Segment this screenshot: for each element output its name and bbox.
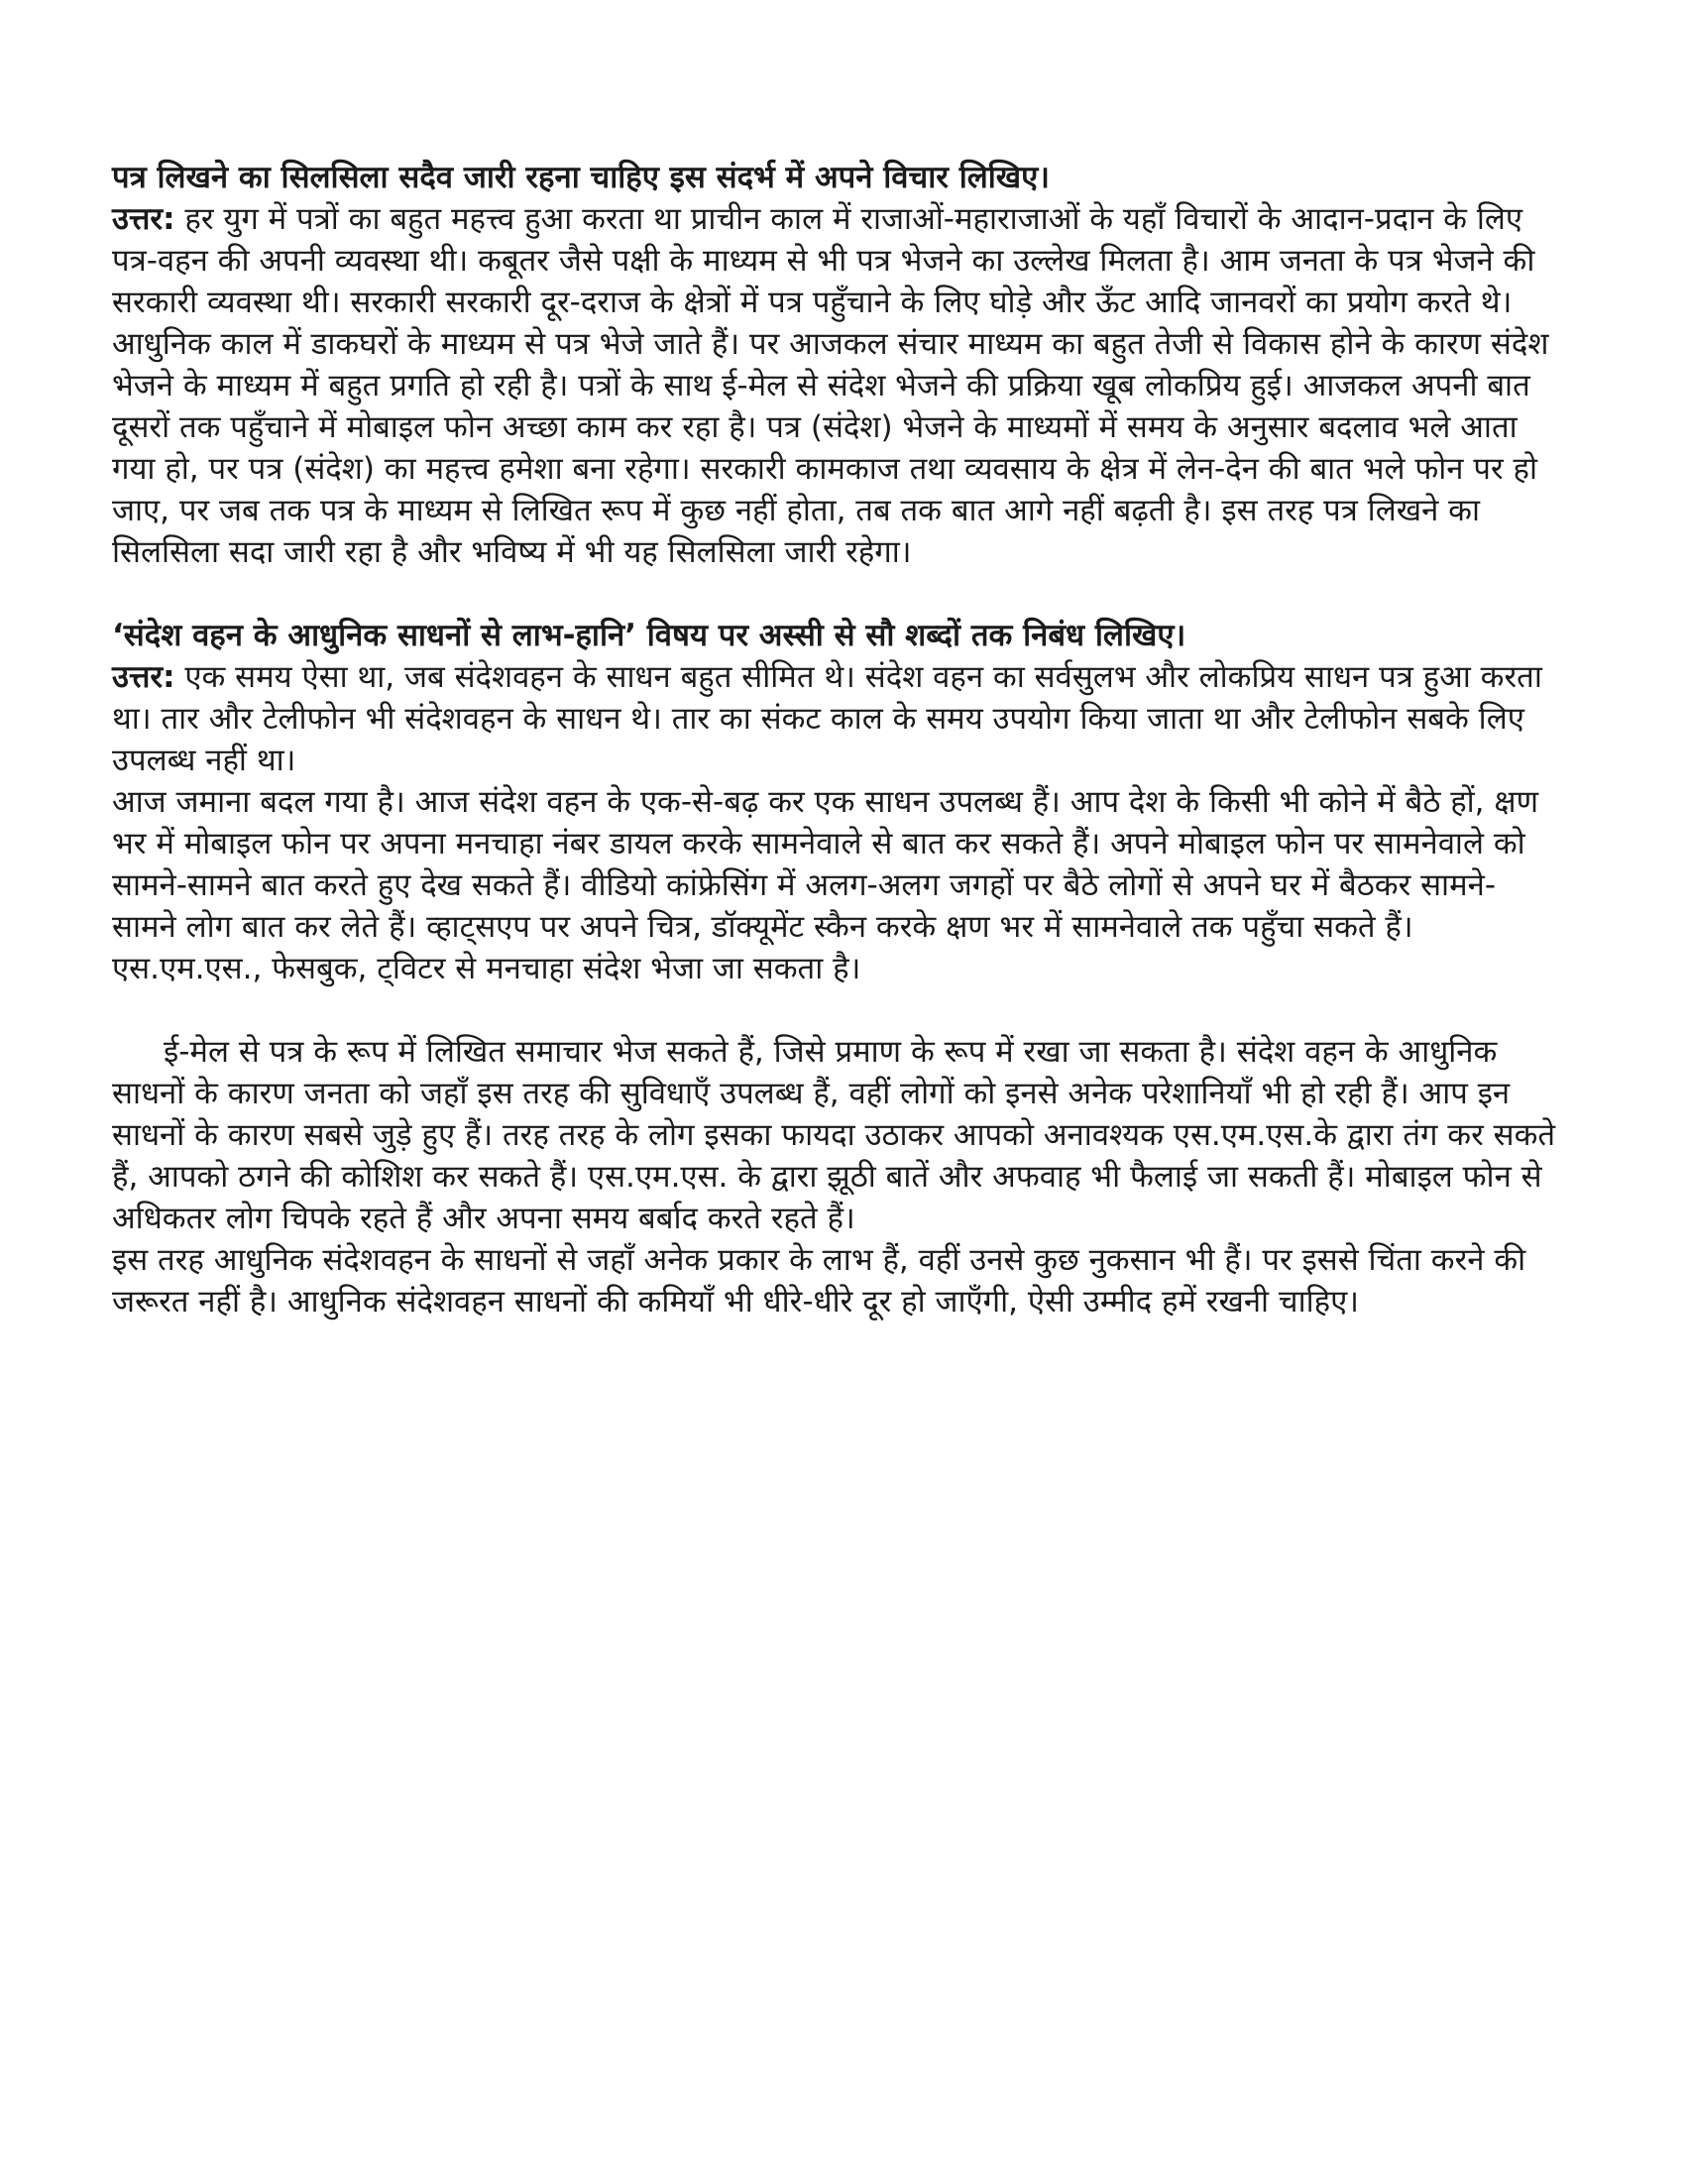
answer-label: उत्तर: bbox=[112, 659, 175, 695]
question-heading: ‘संदेश वहन के आधुनिक साधनों से लाभ-हानि’ विषय पर अस्सी से सौ शब्दों तक निबंध लिखिए। bbox=[112, 618, 1186, 653]
answer-text: हर युग में पत्रों का बहुत महत्त्व हुआ करता था प्राचीन काल में राजाओं-महाराजाओं के यहाँ विचारों के आदान-प्रदान के लिए पत्र-वहन की अपनी व्यवस्था थी। कबूतर जैसे पक्षी के माध्यम से भी पत्र भेजने का उल्लेख मिलता है। आम जनता के पत्र भेजने की सरकारी व्यवस्था थी। सरकारी सरकारी दूर-दराज के क्षेत्रों में पत्र पहुँचाने के लिए घोड़े और ऊँट आदि जानवरों का प्रयोग करते थे। आधुनिक काल में डाकघरों के माध्यम से पत्र भेजे जाते हैं। पर आजकल संचार माध्यम का बहुत तेजी से विकास होने के कारण संदेश भेजने के माध्यम में बहुत प्रगति हो रही है। पत्रों के साथ ई-मेल से संदेश भेजने की प्रक्रिया खूब लोकप्रिय हुई। आजकल अपनी बात दूसरों तक पहुँचाने में मोबाइल फोन अच्छा काम कर रहा है। पत्र (संदेश) भेजने के माध्यमों में समय के अनुसार बदलाव भले आता गया हो, पर पत्र (संदेश) का महत्त्व हमेशा बना रहेगा। सरकारी कामकाज तथा व्यवसाय के क्षेत्र में लेन-देन की बात भले फोन पर हो जाए, पर जब तक पत्र के माध्यम से लिखित रूप में कुछ नहीं होता, तब तक बात आगे नहीं बढ़ती है। इस तरह पत्र लिखने का सिलसिला सदा जारी रहा है और भविष्य में भी यह सिलसिला जारी रहेगा। bbox=[112, 201, 1549, 570]
body-paragraph: आज जमाना बदल गया है। आज संदेश वहन के एक-से-बढ़ कर एक साधन उपलब्ध हैं। आप देश के किसी भी कोने में बैठे हों, क्षण भर में मोबाइल फोन पर अपना मनचाहा नंबर डायल करके सामनेवाले से बात कर सकते हैं। अपने मोबाइल फोन पर सामनेवाले को सामने-सामने बात करते हुए देख सकते हैं। वीडियो कांफ्रेसिंग में अलग-अलग जगहों पर बैठे लोगों से अपने घर में बैठकर सामने-सामने लोग बात कर लेते हैं। व्हाट्सएप पर अपने चित्र, डॉक्यूमेंट स्कैन करके क्षण भर में सामनेवाले तक पहुँचा सकते हैं। एस.एम.एस., फेसबुक, ट्विटर से मनचाहा संदेश भेजा जा सकता है। bbox=[112, 784, 1539, 986]
question-heading: पत्र लिखने का सिलसिला सदैव जारी रहना चाहिए इस संदर्भ में अपने विचार लिखिए। bbox=[112, 160, 1051, 195]
answer-label: उत्तर: bbox=[112, 201, 175, 237]
qa-section-2 bbox=[112, 615, 1559, 1322]
answer-paragraph bbox=[112, 198, 1559, 573]
answer-paragraph bbox=[112, 656, 1559, 781]
body-paragraph: इस तरह आधुनिक संदेशवहन के साधनों से जहाँ अनेक प्रकार के लाभ हैं, वहीं उनसे कुछ नुकसान भी हैं। पर इससे चिंता करने की जरूरत नहीं है। आधुनिक संदेशवहन साधनों की कमियाँ भी धीरे-धीरे दूर हो जाएँगी, ऐसी उम्मीद हमें रखनी चाहिए। bbox=[112, 1242, 1526, 1320]
answer-text: एक समय ऐसा था, जब संदेशवहन के साधन बहुत सीमित थे। संदेश वहन का सर्वसुलभ और लोकप्रिय साधन पत्र हुआ करता था। तार और टेलीफोन भी संदेशवहन के साधन थे। तार का संकट काल के समय उपयोग किया जाता था और टेलीफोन सबके लिए उपलब्ध नहीं था। bbox=[112, 659, 1542, 778]
document-page bbox=[112, 157, 1559, 1364]
qa-section-1 bbox=[112, 157, 1559, 573]
body-paragraph: ई-मेल से पत्र के रूप में लिखित समाचार भेज सकते हैं, जिसे प्रमाण के रूप में रखा जा सकता है। संदेश वहन के आधुनिक साधनों के कारण जनता को जहाँ इस तरह की सुविधाएँ उपलब्ध हैं, वहीं लोगों को इनसे अनेक परेशानियाँ भी हो रही हैं। आप इन साधनों के कारण सबसे जुड़े हुए हैं। तरह तरह के लोग इसका फायदा उठाकर आपको अनावश्यक एस.एम.एस.के द्वारा तंग कर सकते हैं, आपको ठगने की कोशिश कर सकते हैं। एस.एम.एस. के द्वारा झूठी बातें और अफवाह भी फैलाई जा सकती हैं। मोबाइल फोन से अधिकतर लोग चिपके रहते हैं और अपना समय बर्बाद करते रहते हैं। bbox=[112, 1034, 1556, 1236]
